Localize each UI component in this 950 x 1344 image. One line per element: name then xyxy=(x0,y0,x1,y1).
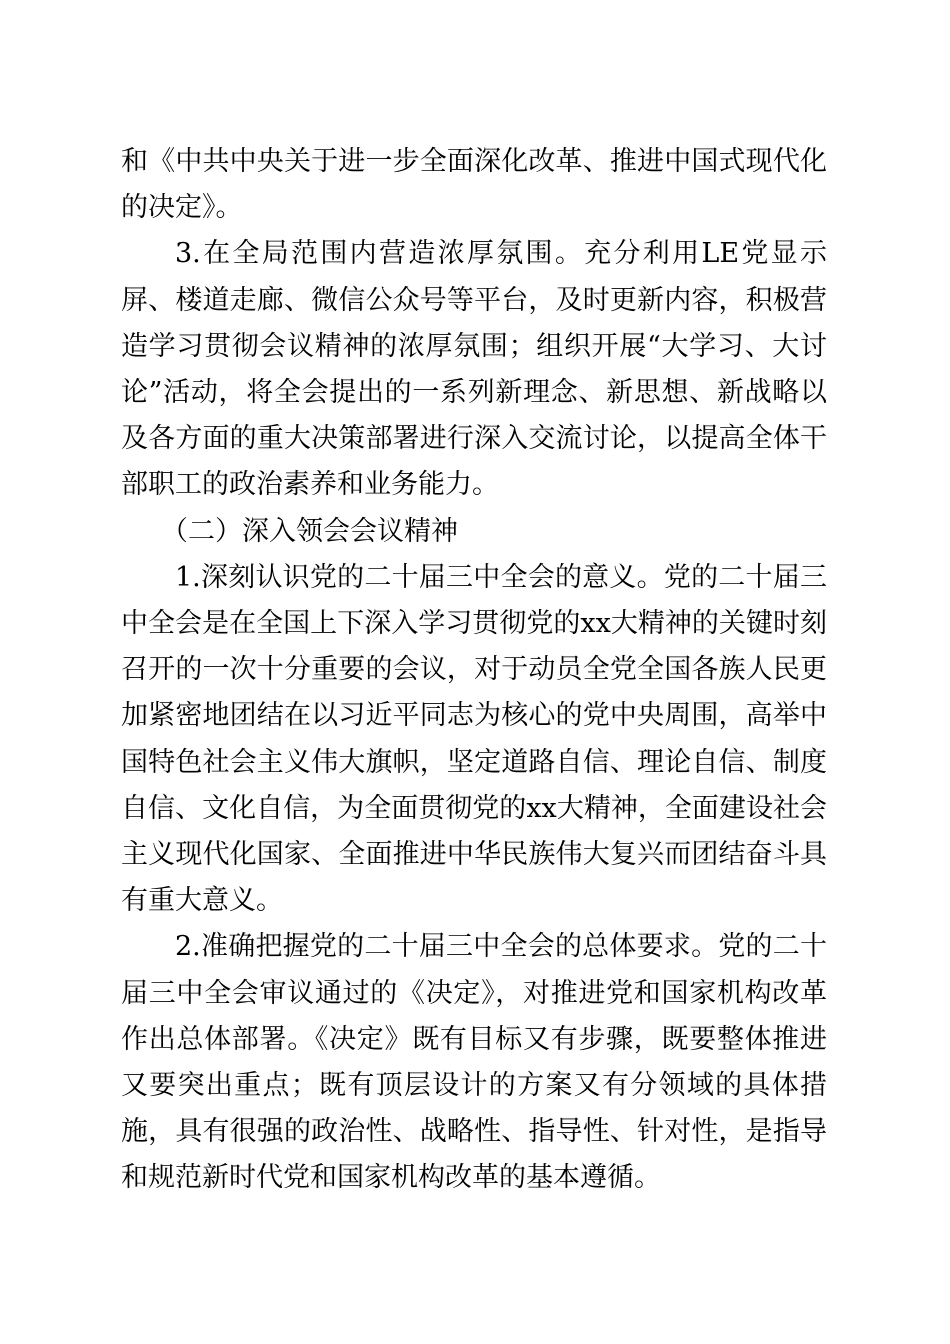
paragraph-item-1-significance: 1.深刻认识党的二十届三中全会的意义。党的二十届三中全会是在全国上下深入学习贯彻党的xx大精神的关键时刻召开的一次十分重要的会议，对于动员全党全国各族人民更加紧密地团结在以习近平同志为核心的党中央周围，高举中国特色社会主义伟大旗帜，坚定道路自信、理论自信、制度自信、文化自信，为全面贯彻党的xx大精神，全面建设社会主义现代化国家、全面推进中华民族伟大复兴而团结奋斗具有重大意义。 xyxy=(121,561,827,917)
paragraph-item-2-requirements: 2.准确把握党的二十届三中全会的总体要求。党的二十届三中全会审议通过的《决定》，对推进党和国家机构改革作出总体部署。《决定》既有目标又有步骤，既要整体推进又要突出重点；既有顶层设计的方案又有分领域的具体措施，具有很强的政治性、战略性、指导性、针对性，是指导和规范新时代党和国家机构改革的基本遵循。 xyxy=(121,931,827,1194)
document-body xyxy=(121,139,827,1202)
section-heading-2: （二）深入领会会议精神 xyxy=(161,515,458,547)
paragraph-continuation: 和《中共中央关于进一步全面深化改革、推进中国式现代化的决定》。 xyxy=(121,146,827,224)
paragraph-item-3-atmosphere: 3.在全局范围内营造浓厚氛围。充分利用LE党显示屏、楼道走廊、微信公众号等平台，及时更新内容，积极营造学习贯彻会议精神的浓厚氛围；组织开展“大学习、大讨论”活动，将全会提出的一系列新理念、新思想、新战略以及各方面的重大决策部署进行深入交流讨论，以提高全体干部职工的政治素养和业务能力。 xyxy=(121,238,827,501)
